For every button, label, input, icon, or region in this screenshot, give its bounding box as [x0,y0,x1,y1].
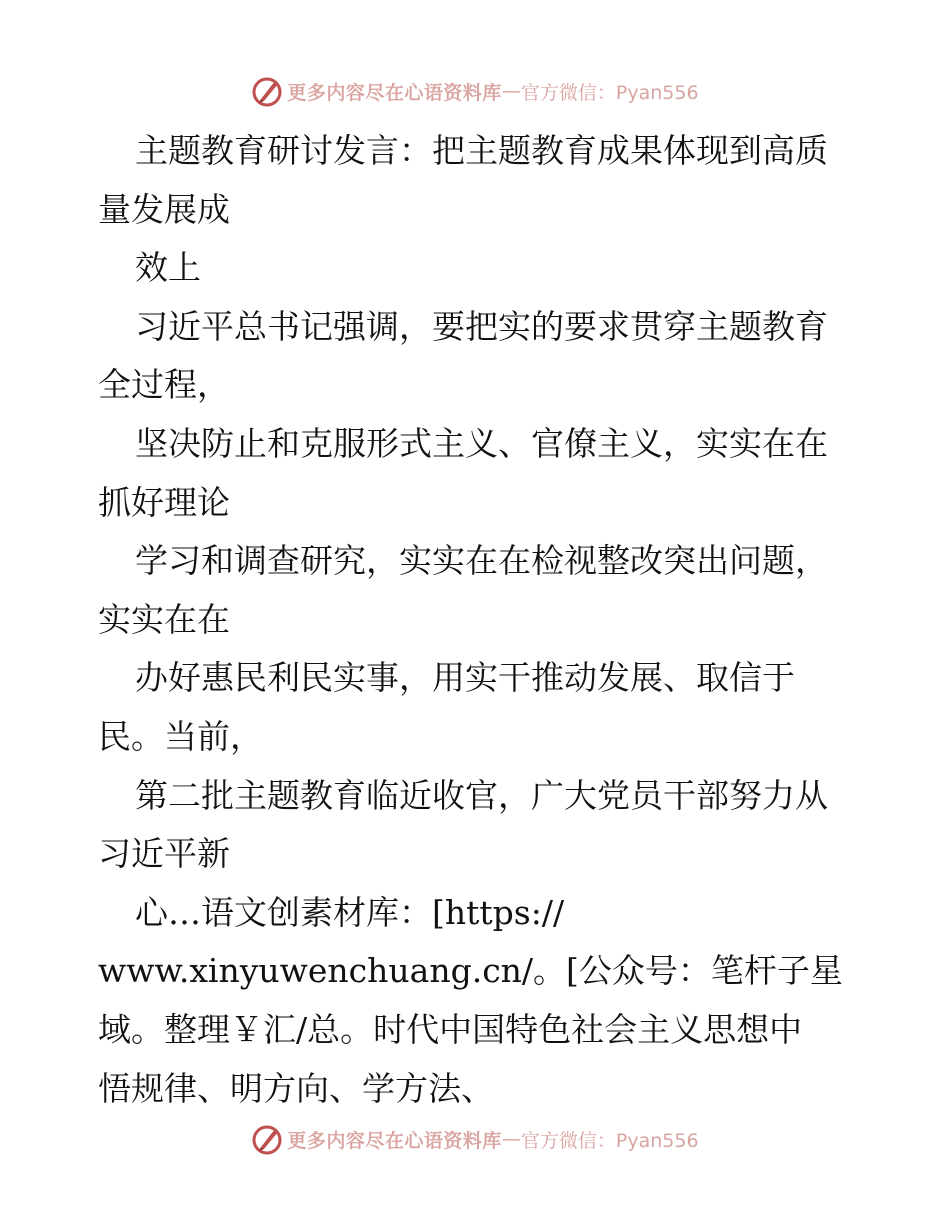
footer-separator: — [501,1128,521,1150]
header-banner [0,71,950,111]
footer-brand-text: 更多内容尽在心语资料库 [287,1129,502,1152]
header-brand-text: 更多内容尽在心语资料库 [287,81,502,104]
footer-banner [0,1119,950,1159]
header-separator: — [501,80,521,102]
body-line: 抓好理论 [98,482,230,522]
body-line: 心…语文创素材库：[https:// [135,892,565,932]
quill-pen-logo-icon [251,75,283,107]
body-line: 民。当前， [98,716,263,756]
header-contact-text: 官方微信：Pyan556 [520,81,699,104]
body-line: 悟规律、明方向、学方法、 [98,1068,494,1108]
body-line: 办好惠民利民实事，用实干推动发展、取信于 [135,658,795,698]
body-line: 学习和调查研究，实实在在检视整改突出问题， [135,541,828,581]
body-line: 域。整理￥汇/总。时代中国特色社会主义思想中 [98,1009,803,1049]
body-line: 主题教育研讨发言：把主题教育成果体现到高质 [135,131,828,170]
body-line: 全过程， [98,365,230,405]
document-body [98,122,868,1118]
body-line: 量发展成 [98,189,230,229]
body-line: 效上 [135,248,201,288]
body-line: 习近平新 [98,834,230,874]
quill-pen-logo-icon [251,1123,283,1155]
footer-contact-text: 官方微信：Pyan556 [520,1129,699,1152]
body-line: 实实在在 [98,599,230,639]
body-line: 第二批主题教育临近收官，广大党员干部努力从 [135,775,828,815]
body-line: www.xinyuwenchuang.cn/。[公众号：笔杆子星 [98,951,843,991]
body-line: 坚决防止和克服形式主义、官僚主义，实实在在 [135,423,828,463]
body-line: 习近平总书记强调，要把实的要求贯穿主题教育 [135,306,828,346]
